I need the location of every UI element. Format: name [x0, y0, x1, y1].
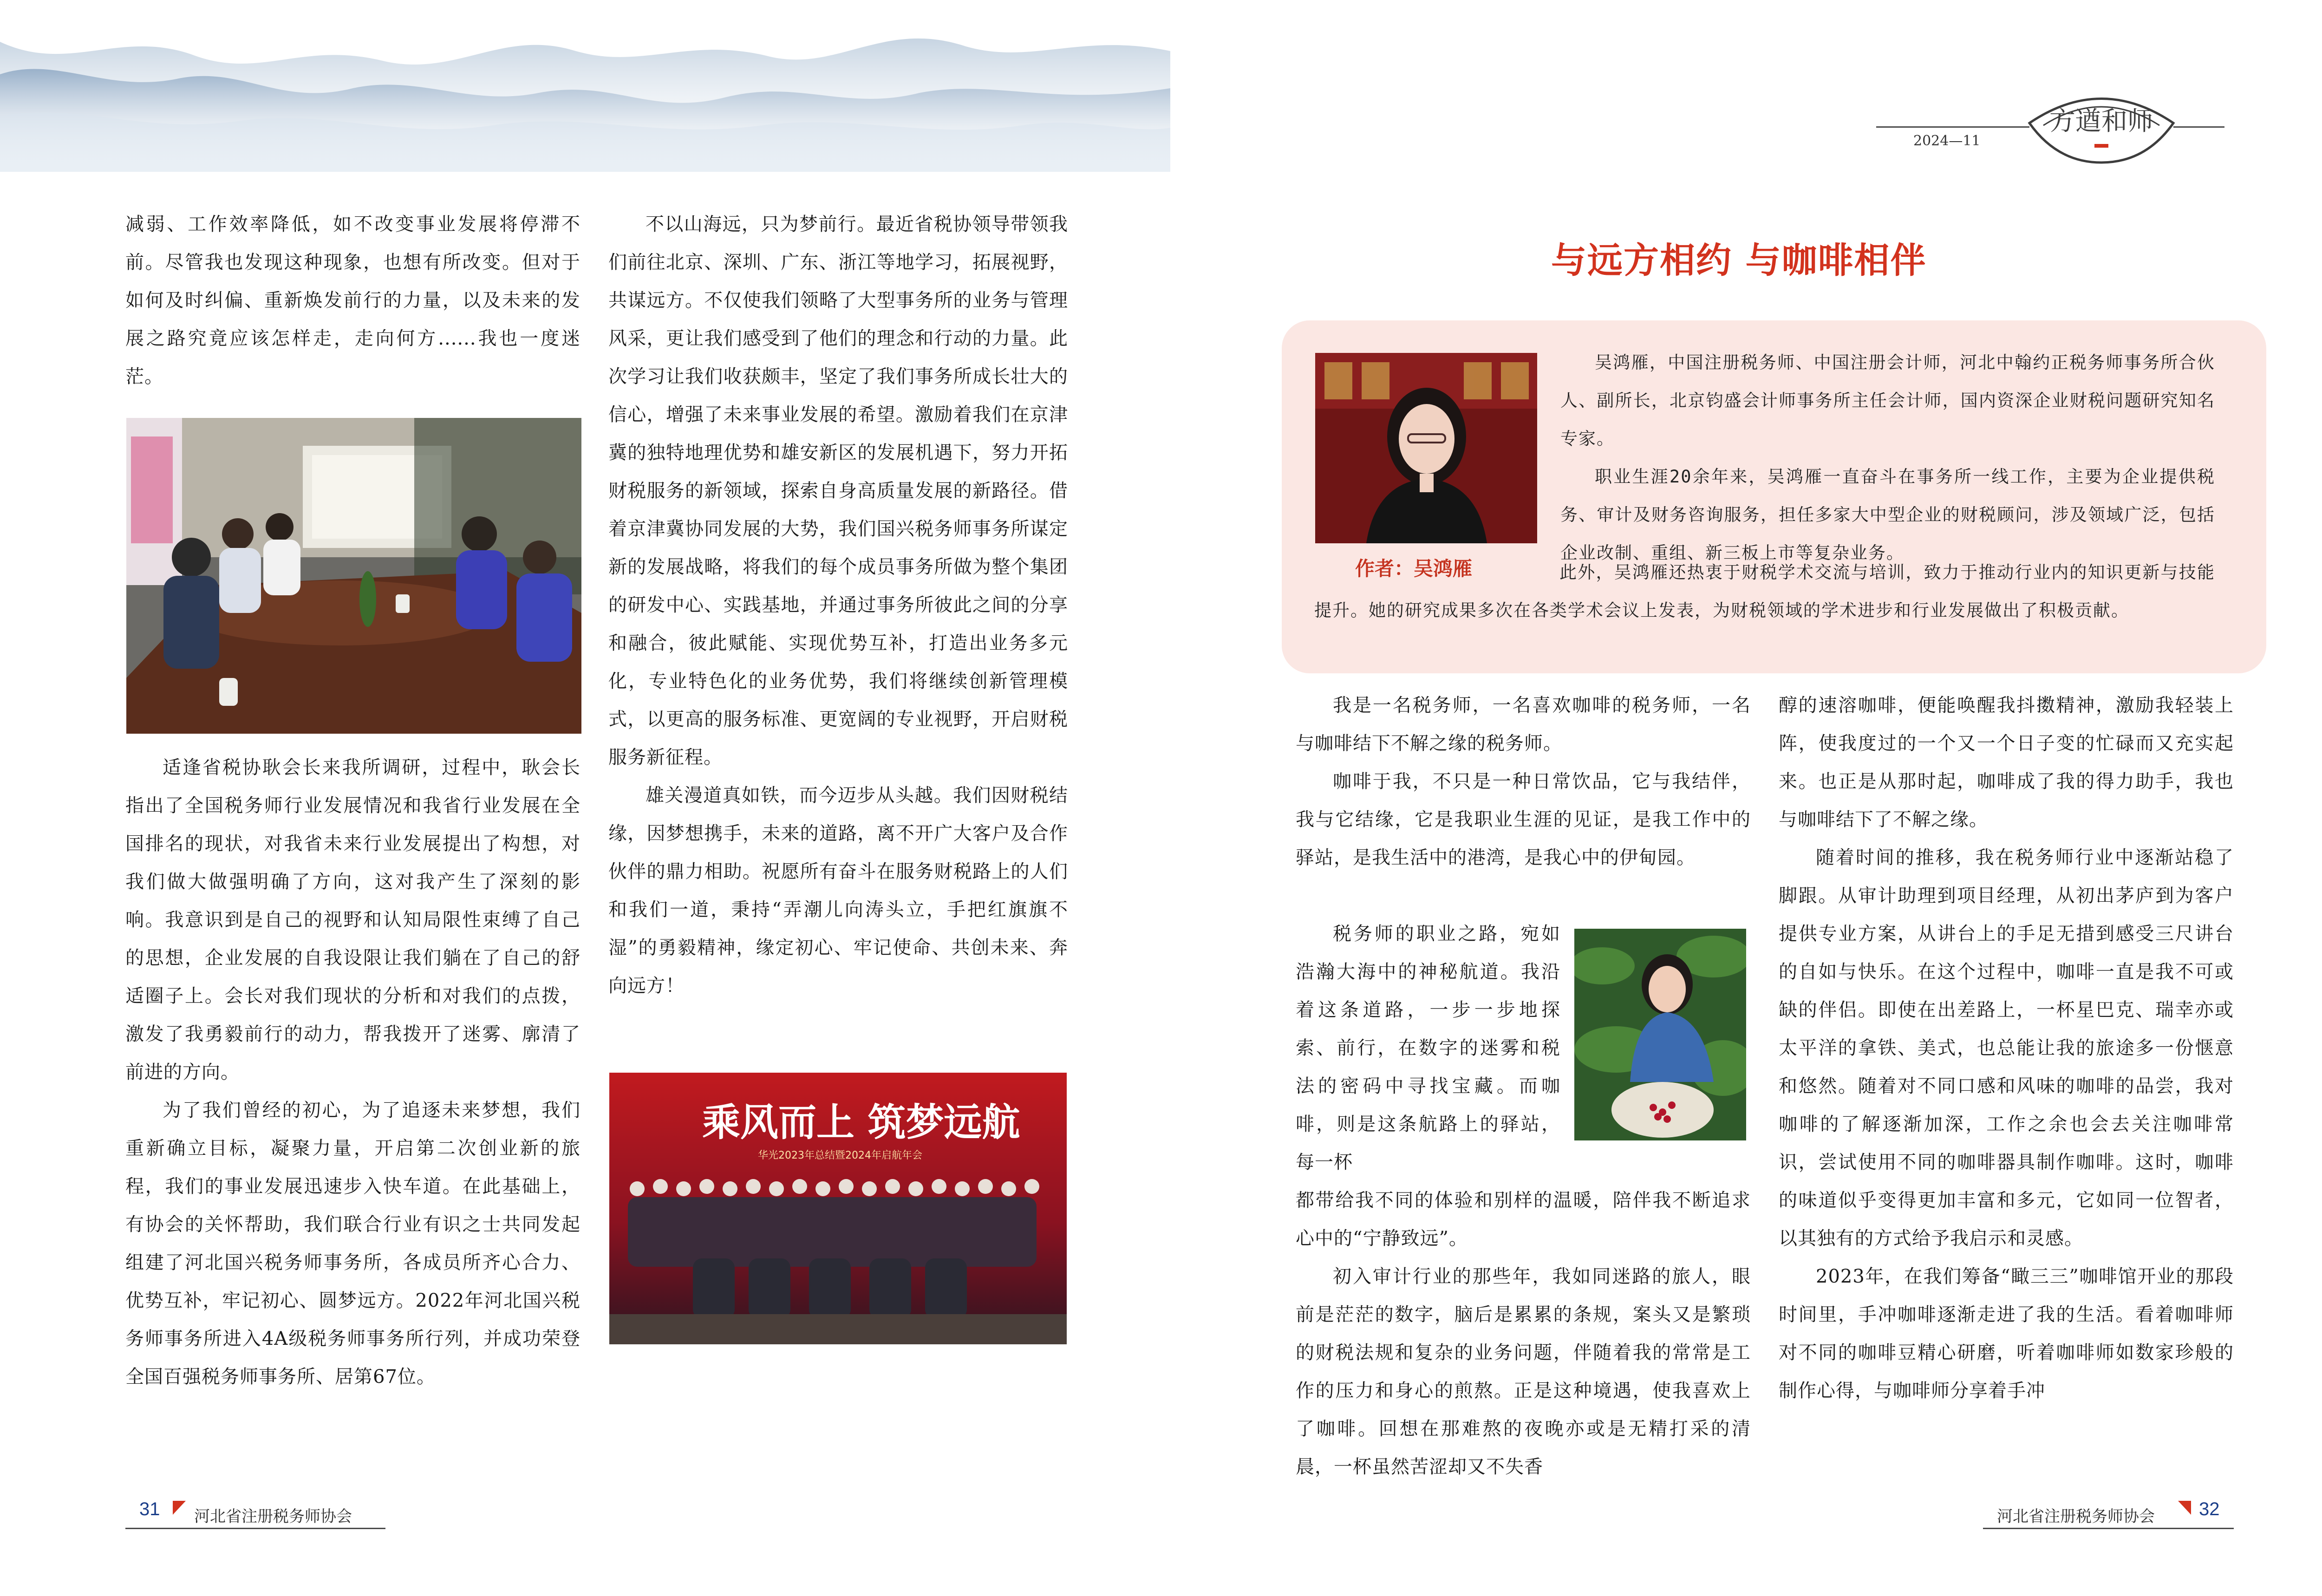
coffee-picking-photo — [1574, 929, 1746, 1140]
footer-org-left: 河北省注册税务师协会 — [194, 1507, 352, 1526]
right-column-2 — [1779, 686, 2234, 1410]
paragraph: 初入审计行业的那些年，我如同迷路的旅人，眼前是茫茫的数字，脑后是累累的条规，案头又是繁琐的财税法规和复杂的业务问题，伴随着我的常常是工作的压力和身心的煎熬。正是这种境遇，使我喜欢上了咖啡。回想在那难熬的夜晚亦或是无精打采的清晨，一杯虽然苦涩却又不失香 — [1296, 1266, 1751, 1478]
paragraph: 随着时间的推移，我在税务师行业中逐渐站稳了脚跟。从审计助理到项目经理，从初出茅庐到为客户提供专业方案，从讲台上的手足无措到感受三尺讲台的自如与快乐。在这个过程中，咖啡一直是我不可或缺的伴侣。即使在出差路上，一杯星巴克、瑞幸亦或太平洋的拿铁、美式，也总能让我的旅途多一份惬意和悠然。随着对不同口感和风味的咖啡的品尝，我对咖啡的了解逐渐加深，工作之余也会去关注咖啡常识，尝试使用不同的咖啡器具制作咖啡。这时，咖啡的味道似乎变得更加丰富和多元，它如同一位智者，以其独有的方式给予我启示和灵感。 — [1779, 847, 2234, 1249]
paragraph: 2023年，在我们筹备“瞰三三”咖啡馆开业的那段时间里，手冲咖啡逐渐走进了我的生活。看着咖啡师对不同的咖啡豆精心研磨，听着咖啡师如数家珍般的制作心得，与咖啡师分享着手冲 — [1779, 1266, 2234, 1401]
paragraph: 雄关漫道真如铁，而今迈步从头越。我们因财税结缘，因梦想携手，未来的道路，离不开广大客户及合作伙伴的鼎力相助。祝愿所有奋斗在服务财税路上的人们和我们一道，秉持“弄潮儿向涛头立，手把红旗旗不湿”的勇毅精神，缘定初心、牢记使命、共创未来、奔向远方！ — [608, 785, 1068, 997]
article-title: 与远方相约 与咖啡相伴 — [1551, 240, 1927, 281]
footer-rule-left — [125, 1528, 385, 1529]
paragraph: 税务师的职业之路，宛如浩瀚大海中的神秘航道。我沿着这条道路，一步一步地探索、前行，在数字的迷雾和税法的密码中寻找宝藏。而咖啡，则是这条航路上的驿站，每一杯 — [1296, 923, 1560, 1173]
bio-text-upper — [1560, 344, 2215, 572]
author-caption: 作者：吴鸿雁 — [1355, 557, 1473, 580]
footer-accent-mark-right — [2178, 1501, 2191, 1515]
right-column-1 — [1296, 686, 1751, 877]
header-logo-text: 方遒和师 — [2049, 106, 2153, 137]
paragraph: 适逢省税协耿会长来我所调研，过程中，耿会长指出了全国税务师行业发展情况和我省行业发展在全国排名的现状，对我省未来行业发展提出了构想，对我们做大做强明确了方向，这对我产生了深刻的影响。我意识到是自己的视野和认知局限性束缚了自己的思想，企业发展的自我设限让我们躺在了自己的舒适圈子上。会长对我们现状的分析和对我们的点拨，激发了我勇毅前行的动力，帮我拨开了迷雾、廓清了前进的方向。 — [125, 757, 580, 1083]
banner-sub-text: 华光2023年总结暨2024年启航年会 — [758, 1150, 922, 1161]
page-number-left: 31 — [139, 1499, 160, 1519]
bio-paragraph: 吴鸿雁，中国注册税务师、中国注册会计师，河北中翰约正税务师事务所合伙人、副所长，北京钧盛会计师事务所主任会计师，国内资深企业财税问题研究知名专家。 — [1560, 352, 2215, 449]
header-rule-right — [2173, 126, 2224, 128]
paragraph: 不以山海远，只为梦前行。最近省税协领导带领我们前往北京、深圳、广东、浙江等地学习，拓展视野，共谋远方。不仅使我们领略了大型事务所的业务与管理风采，更让我们感受到了他们的理念和行动的力量。此次学习让我们收获颇丰，坚定了我们事务所成长壮大的信心，增强了未来事业发展的希望。激励着我们在京津冀的独特地理优势和雄安新区的发展机遇下，努力开拓财税服务的新领域，探索自身高质量发展的新路径。借着京津冀协同发展的大势，我们国兴税务师事务所谋定新的发展战略，将我们的每个成员事务所做为整个集团的研发中心、实践基地，并通过事务所彼此之间的分享和融合，彼此赋能、实现优势互补，打造出业务多元化，专业特色化的业务优势，我们将继续创新管理模式，以更高的服务标准、更宽阔的专业视野，开启财税服务新征程。 — [608, 214, 1068, 768]
footer-rule-right — [1983, 1528, 2234, 1529]
group-photo — [609, 1073, 1067, 1344]
paragraph: 我是一名税务师，一名喜欢咖啡的税务师，一名与咖啡结下不解之缘的税务师。 — [1296, 695, 1751, 754]
meeting-photo — [126, 418, 581, 734]
paragraph: 咖啡于我，不只是一种日常饮品，它与我结伴，我与它结缘，它是我职业生涯的见证，是我工作中的驿站，是我生活中的港湾，是我心中的伊甸园。 — [1296, 771, 1751, 868]
bio-paragraph: 此外，吴鸿雁还热衷于财税学术交流与培训，致力于推动行业内的知识更新与技能提升。她的研究成果多次在各类学术会议上发表，为财税领域的学术进步和行业发展做出了积极贡献。 — [1314, 562, 2215, 620]
footer-org-right: 河北省注册税务师协会 — [1997, 1507, 2155, 1526]
left-column-1-bottom — [125, 749, 580, 1396]
mountain-header-art — [0, 0, 1170, 172]
right-column-1-bottom — [1296, 1181, 1751, 1486]
header-rule-left — [1876, 126, 2029, 128]
bio-paragraph: 职业生涯20余年来，吴鸿雁一直奋斗在事务所一线工作，主要为企业提供税务、审计及财务咨询服务，担任多家大中型企业的财税顾问，涉及领域广泛，包括企业改制、重组、新三板上市等复杂业务。 — [1560, 467, 2215, 563]
page-number-right: 32 — [2199, 1499, 2220, 1519]
left-column-1-top — [125, 205, 580, 396]
issue-date: 2024—11 — [1913, 133, 1981, 149]
paragraph: 都带给我不同的体验和别样的温暖，陪伴我不断追求心中的“宁静致远”。 — [1296, 1190, 1751, 1249]
paragraph: 减弱、工作效率降低，如不改变事业发展将停滞不前。尽管我也发现这种现象，也想有所改变。但对于如何及时纠偏、重新焕发前行的力量，以及未来的发展之路究竟应该怎样走，走向何方......我也一度迷茫。 — [125, 214, 580, 387]
bio-text-lower — [1314, 554, 2215, 630]
paragraph: 为了我们曾经的初心，为了追逐未来梦想，我们重新确立目标，凝聚力量，开启第二次创业新的旅程，我们的事业发展迅速步入快车道。在此基础上，有协会的关怀帮助，我们联合行业有识之士共同发起组建了河北国兴税务师事务所，各成员所齐心合力、优势互补，牢记初心、圆梦远方。2022年河北国兴税务师事务所进入4A级税务师事务所行列，并成功荣登全国百强税务师事务所、居第67位。 — [125, 1100, 580, 1388]
banner-main-text: 乘风而上 筑梦远航 — [702, 1100, 1020, 1145]
header-fan-logo — [2025, 79, 2178, 167]
paragraph: 醇的速溶咖啡，便能唤醒我抖擞精神，激励我轻装上阵，使我度过的一个又一个日子变的忙碌而又充实起来。也正是从那时起，咖啡成了我的得力助手，我也与咖啡结下了不解之缘。 — [1779, 695, 2234, 830]
footer-accent-mark-left — [173, 1501, 186, 1515]
right-column-1-wrap — [1296, 915, 1560, 1181]
left-column-2 — [608, 205, 1068, 1005]
author-portrait — [1315, 353, 1537, 543]
